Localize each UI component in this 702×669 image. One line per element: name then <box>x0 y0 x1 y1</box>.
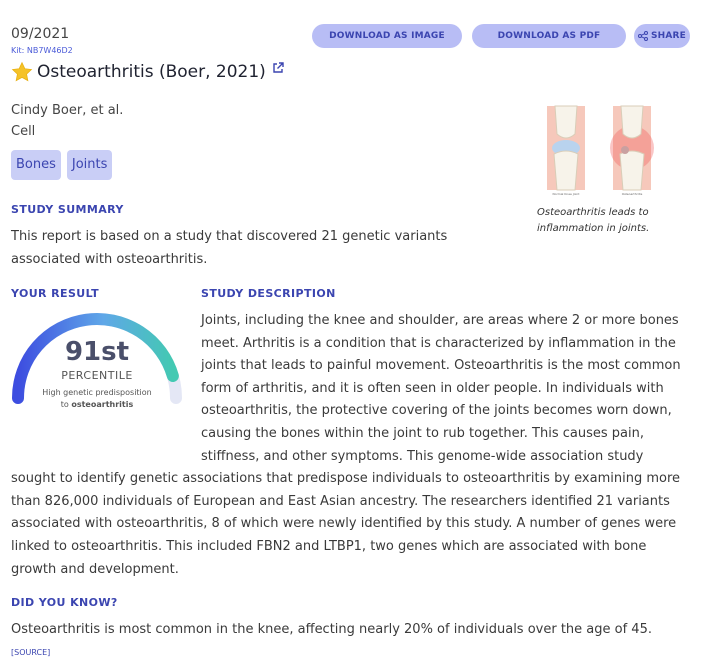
title-text: Osteoarthritis (Boer, 2021) <box>37 62 266 82</box>
journal: Cell <box>11 124 36 139</box>
source-link[interactable]: [SOURCE] <box>11 648 51 657</box>
percentile-label: PERCENTILE <box>61 369 133 382</box>
study-description-text: Joints, including the knee and shoulder, are areas where 2 or more bones meet. Arthritis is a condition that is characterized by inflammation in the joints that leads to painful movement. Osteoarthritis is the most common form of arthritis, and it is often seen in older people. In individuals with osteoarthritis, the protective covering of the joints becomes worn down, causing the bones within the joint to rub together. This causes pain, stiffness, and other symptoms. This genome-wide association study sought to identify genetic associations that predispose individuals to osteoarthritis by examining more than 826,000 individuals of European and East Asian ancestry. The researchers identified 21 variants associated with osteoarthritis, 8 of which were newly identified by this study. A number of genes were linked to osteoarthritis. This included FBN2 and LTBP1, two genes which are associated with bone growth and development. <box>11 313 681 577</box>
did-you-know-heading: DID YOU KNOW? <box>11 596 118 609</box>
share-button[interactable] <box>634 24 690 48</box>
illus-right-label: Osteoarthritis <box>621 192 643 196</box>
illustration-caption <box>537 205 649 237</box>
study-summary-heading: STUDY SUMMARY <box>11 203 124 216</box>
result-float-spacer <box>11 310 201 456</box>
caption-line-1: Osteoarthritis leads to <box>537 207 649 218</box>
caption-line-2: inflammation in joints. <box>537 223 650 234</box>
your-result-heading: YOUR RESULT <box>11 287 100 300</box>
star-icon[interactable] <box>11 61 33 83</box>
predisposition-text: High genetic predisposition <box>42 388 152 397</box>
study-summary-text <box>11 226 447 271</box>
share-icon <box>638 31 648 41</box>
authors: Cindy Boer, et al. <box>11 103 124 118</box>
summary-line-2: associated with osteoarthritis. <box>11 251 208 267</box>
study-description-heading: STUDY DESCRIPTION <box>201 287 336 300</box>
external-link-icon[interactable] <box>272 62 284 74</box>
download-image-button[interactable]: DOWNLOAD AS IMAGE <box>312 24 462 48</box>
condition-label: osteoarthritis <box>71 400 134 409</box>
page-title <box>11 61 284 83</box>
illus-left-label: Normal Knee Joint <box>552 192 580 196</box>
download-pdf-button[interactable]: DOWNLOAD AS PDF <box>472 24 626 48</box>
knee-illustration <box>537 104 667 196</box>
summary-line-1: This report is based on a study that discovered 21 genetic variants <box>11 229 448 244</box>
share-label: SHARE <box>650 31 687 41</box>
report-date: 09/2021 <box>11 26 70 42</box>
did-you-know-text: Osteoarthritis is most common in the knee, affecting nearly 20% of individuals over the age of 45. <box>11 622 652 637</box>
kit-id: Kit: NB7W46D2 <box>11 46 73 55</box>
to-label: to <box>60 400 69 409</box>
study-meta <box>11 100 123 142</box>
study-description <box>11 310 688 581</box>
percentile-value: 91st <box>64 337 130 367</box>
tag-joints[interactable]: Joints <box>67 150 113 180</box>
tag-bones[interactable]: Bones <box>11 150 61 180</box>
tag-list <box>11 150 112 180</box>
